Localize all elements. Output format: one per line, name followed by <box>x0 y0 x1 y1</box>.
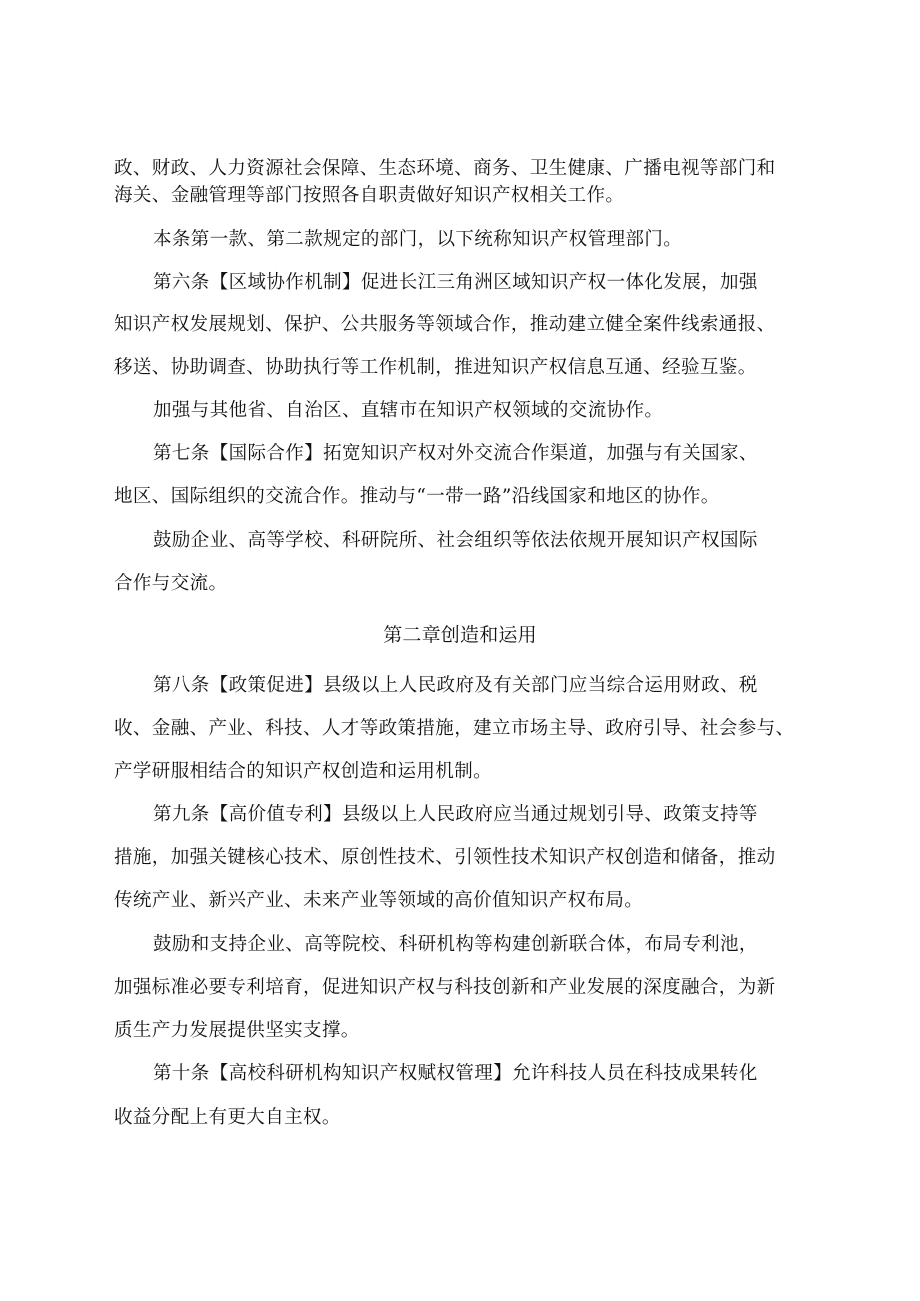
article-9-line: 第九条【高价值专利】县级以上人民政府应当通过规划引导、政策支持等 <box>153 804 758 825</box>
article-9-line: 传统产业、新兴产业、未来产业等领域的高价值知识产权布局。 <box>114 890 644 911</box>
article-8-line: 第八条【政策促进】县级以上人民政府及有关部门应当综合运用财政、税 <box>153 675 758 696</box>
body-text-line: 加强与其他省、自治区、直辖市在知识产权领域的交流协作。 <box>153 400 664 421</box>
article-10-line: 收益分配上有更大自主权。 <box>114 1107 341 1128</box>
body-text-line: 鼓励企业、高等学校、科研院所、社会组织等依法依规开展知识产权国际 <box>153 530 758 551</box>
body-text-line: 鼓励和支持企业、高等院校、科研机构等构建创新联合体，布局专利池， <box>153 934 758 955</box>
article-9-line: 措施，加强关键核心技术、原创性技术、引领性技术知识产权创造和储备，推动 <box>114 847 776 868</box>
article-6-line: 第六条【区域协作机制】促进长江三角洲区域知识产权一体化发展，加强 <box>153 272 758 293</box>
article-7-line: 地区、国际组织的交流合作。推动与“一带一路”沿线国家和地区的协作。 <box>114 486 720 507</box>
body-text-line: 本条第一款、第二款规定的部门，以下统称知识产权管理部门。 <box>153 229 683 250</box>
article-8-line: 收、金融、产业、科技、人才等政策措施，建立市场主导、政府引导、社会参与、 <box>114 718 795 739</box>
body-text-line: 加强标准必要专利培育，促进知识产权与科技创新和产业发展的深度融合，为新 <box>114 977 776 998</box>
chapter-heading: 第二章创造和运用 <box>383 624 537 646</box>
article-10-line: 第十条【高校科研机构知识产权赋权管理】允许科技人员在科技成果转化 <box>153 1063 758 1084</box>
body-text-line: 质生产力发展提供坚实支撑。 <box>114 1020 360 1041</box>
body-text-line: 合作与交流。 <box>114 573 228 594</box>
body-text-line: 政、财政、人力资源社会保障、生态环境、商务、卫生健康、广播电视等部门和 <box>114 158 776 179</box>
body-text-line: 海关、金融管理等部门按照各自职责做好知识产权相关工作。 <box>114 185 625 206</box>
article-6-line: 知识产权发展规划、保护、公共服务等领域合作，推动建立健全案件线索通报、 <box>114 314 776 335</box>
article-7-line: 第七条【国际合作】拓宽知识产权对外交流合作渠道，加强与有关国家、 <box>153 443 758 464</box>
article-8-line: 产学研服相结合的知识产权创造和运用机制。 <box>114 761 493 782</box>
article-6-line: 移送、协助调查、协助执行等工作机制，推进知识产权信息互通、经验互鉴。 <box>114 357 757 378</box>
